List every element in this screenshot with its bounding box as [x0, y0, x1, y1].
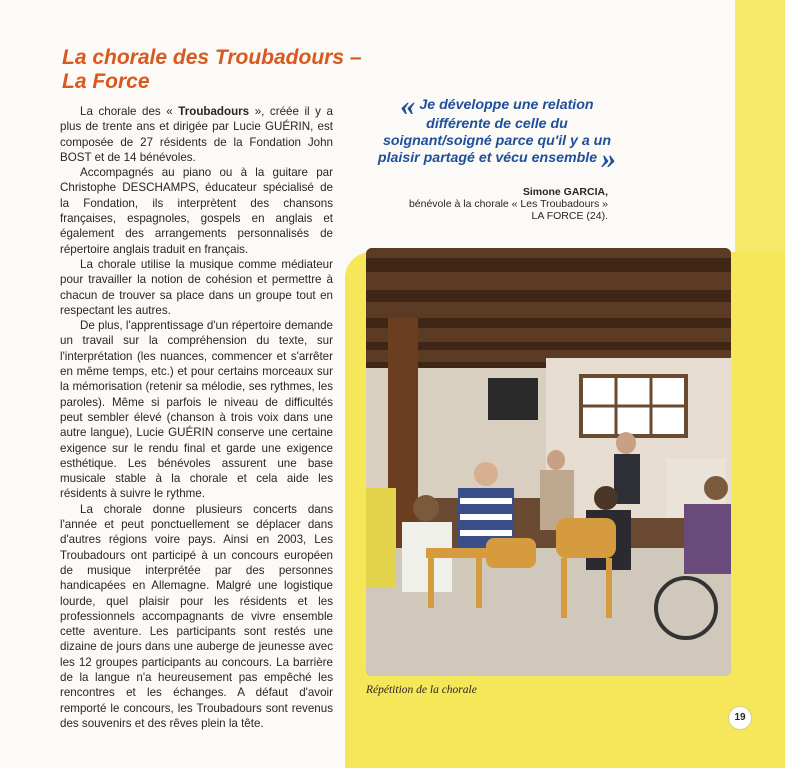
photo-caption: Répétition de la chorale	[366, 684, 477, 696]
title-line-2: La Force	[62, 70, 150, 93]
quote-attribution	[400, 186, 608, 222]
paragraph-5: La chorale donne plusieurs concerts dans l'année et peut ponctuellement se déplacer dans d'autres régions voire pays. Ainsi en 2003, Les Troubadours ont participé à un concours européen de musique interprétée par des personnes handicapées en Allemagne. Malgré une logistique lourde, quel plaisir pour les résidents et les professionnels accompagnants de vivre ensemble cette aventure. Les participants sont restés une dizaine de jours dans une auberge de jeunesse avec les 12 groupes participants au concours. La barrière de la langue n'a heureusement pas empêché les rencontres et les échanges. A défaut d'avoir remporté le concours, les Troubadours sont revenus des souvenirs et des rêves plein la tête.	[60, 502, 333, 730]
article-body	[60, 104, 333, 731]
quote-close-mark: »	[601, 142, 617, 175]
quote-author-name: Simone GARCIA,	[522, 186, 608, 198]
pull-quote	[372, 89, 622, 175]
paragraph-4: De plus, l'apprentissage d'un répertoire demande un travail sur la compréhension du texte, sur l'interprétation (les nuances, commencer et s'arrêter en même temps, etc.) et pour certains morceaux sur la mémorisation (retenir sa mélodie, ses rythmes, les paroles). Même si parfois le niveau de difficultés peut sembler élevé (chanson à trois voix dans une autre langue), Lucie GUÉRIN conserve une certaine exigence sur le rendu final et garde une exigence esthétique. Les bénévoles assurent une base musicale stable à la chorale et cela aide les résidents à suivre le rythme.	[60, 319, 333, 501]
quote-text-block	[372, 89, 622, 175]
paragraph-2: Accompagnés au piano ou à la guitare par Christophe DESCHAMPS, éducateur spécialisé de la Fondation, ils interprètent des chansons françaises, espagnoles, gospels en anglais et également des arrangements personnalisés de répertoire anglais traduit en français.	[60, 166, 333, 256]
title-line-1: La chorale des Troubadours –	[62, 46, 362, 69]
article-title	[62, 46, 382, 94]
photo-illustration	[366, 248, 731, 676]
page-number: 19	[728, 706, 752, 730]
paragraph-3: La chorale utilise la musique comme médiateur pour travailler la notion de cohésion et permettre à chacun de trouver sa place dans un groupe tout en respectant les autres.	[60, 257, 333, 317]
troubadours-bold: Troubadours	[178, 105, 250, 118]
paragraph-1-end: », créée il y a plus de trente ans et dirigée par Lucie GUÉRIN, est composée de 27 résidents de la Fondation John BOST et de 14 bénévoles.	[60, 105, 333, 164]
quote-text: Je développe une relation différente de celle du soignant/soigné parce qu'il y a un plaisir partagé et vécu ensemble	[377, 97, 612, 166]
paragraph-1	[60, 104, 333, 165]
quote-open-mark: «	[400, 89, 416, 122]
paragraph-1-start: La chorale des «	[80, 105, 179, 118]
quote-author-role: bénévole à la chorale « Les Troubadours »	[408, 198, 608, 210]
choir-rehearsal-photo	[366, 248, 731, 676]
quote-author-place: LA FORCE (24).	[531, 210, 608, 222]
